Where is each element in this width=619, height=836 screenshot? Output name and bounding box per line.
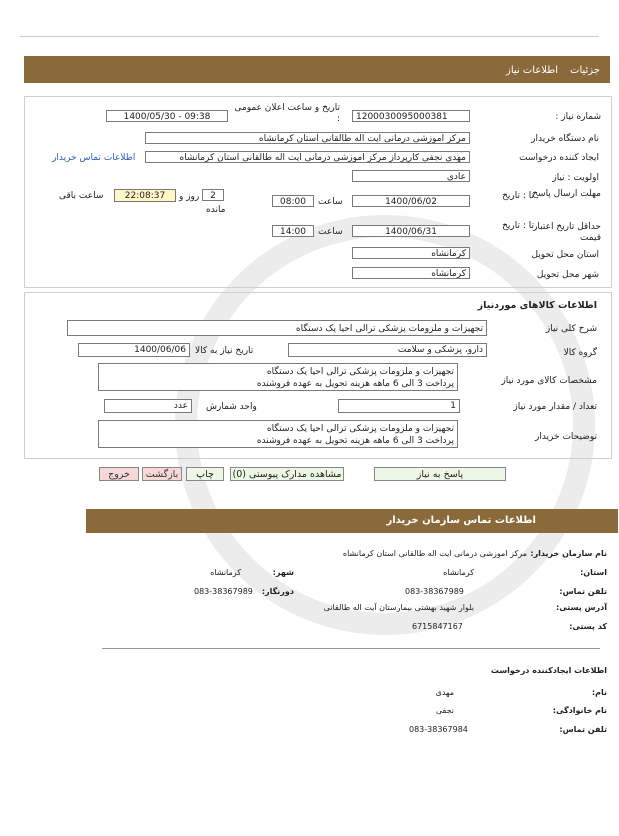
requester-label: ایجاد کننده درخواست <box>519 153 599 163</box>
spec-field <box>98 363 458 391</box>
countdown-label: ساعت باقی <box>59 191 104 201</box>
remaining-label: مانده <box>206 205 226 215</box>
back-button[interactable]: بازگشت <box>142 467 182 481</box>
contact-province-label: استان: <box>580 568 607 577</box>
announce-label: تاریخ و ساعت اعلان عمومی : <box>234 103 340 124</box>
goods-section-title: اطلاعات کالاهای موردنیاز <box>477 300 597 311</box>
summary-field: تجهیزات و ملزومات پزشکی ترالی احیا یک دستگاه <box>67 320 487 336</box>
countdown-timer: 22:08:37 <box>114 189 176 202</box>
summary-label: شرح کلی نیاز <box>545 324 597 334</box>
creator-family-label: نام خانوادگی: <box>552 706 607 715</box>
postal-value: 6715847167 <box>412 622 463 631</box>
days-remaining-field: 2 <box>202 189 224 201</box>
creator-name-label: نام: <box>591 688 607 697</box>
notes-label: توضیحات خریدار <box>534 432 597 442</box>
phone-value: 083-38367989 <box>405 587 464 596</box>
spec-line-2: پرداخت 3 الی 6 ماهه هزینه تحویل به عهده فروشنده <box>256 379 454 389</box>
need-date-field: 1400/06/06 <box>78 343 190 357</box>
phone-label: تلفن تماس: <box>559 587 607 596</box>
requester-field: مهدی نجفی کارپرداز مرکز اموزشی درمانی ایت اله طالقانی استان کرمانشاه <box>145 151 470 163</box>
reply-button[interactable]: پاسخ به نیاز <box>374 467 506 481</box>
validity-time-field: 14:00 <box>272 225 314 237</box>
need-number-field: 1200030095000381 <box>352 110 470 122</box>
spec-line-1: تجهیزات و ملزومات پزشکی ترالی احیا یک دستگاه <box>266 367 454 377</box>
creator-family-value: نجفی <box>435 706 454 715</box>
creator-phone-value: 083-38367984 <box>409 725 468 734</box>
need-date-label: تاریخ نیاز به کالا <box>195 346 254 356</box>
postal-label: کد پستی: <box>569 622 607 631</box>
city-field: کرمانشاه <box>352 267 470 279</box>
deadline-date-field: 1400/06/02 <box>352 195 470 207</box>
group-label: گروه کالا <box>563 348 597 358</box>
header-bar <box>24 56 610 83</box>
notes-field <box>98 420 458 448</box>
need-number-label: شماره نیاز : <box>555 112 601 122</box>
province-label: استان محل تحویل <box>531 250 599 260</box>
fax-value: 083-38367989 <box>194 587 253 596</box>
validity-time-label: ساعت <box>318 227 343 237</box>
print-button[interactable]: چاپ <box>186 467 224 481</box>
buyer-contact-link[interactable]: اطلاعات تماس خریدار <box>52 153 136 163</box>
announce-field: 1400/05/30 - 09:38 <box>106 110 228 122</box>
qty-field: 1 <box>338 399 460 413</box>
creator-phone-label: تلفن تماس: <box>559 725 607 734</box>
deadline-label: مهلت ارسال پاسخ <box>532 189 601 199</box>
contact-city-label: شهر: <box>272 568 294 577</box>
address-label: آدرس پستی: <box>556 603 607 612</box>
buyer-field: مرکز اموزشی درمانی ایت اله طالقانی استان کرمانشاه <box>145 132 470 144</box>
spec-label: مشخصات کالای مورد نیاز <box>501 376 597 386</box>
unit-field: عدد <box>104 399 192 413</box>
attachments-button[interactable]: مشاهده مدارک پیوستی (0) <box>230 467 344 481</box>
city-label: شهر محل تحویل <box>536 270 599 280</box>
deadline-to-label: تا : تاریخ <box>502 191 534 201</box>
province-field: کرمانشاه <box>352 247 470 259</box>
tab-details[interactable]: جزئیات <box>570 65 600 76</box>
contact-province-value: کرمانشاه <box>443 568 474 577</box>
qty-label: تعداد / مقدار مورد نیاز <box>513 402 597 412</box>
priority-label: اولویت : نیاز <box>552 173 599 183</box>
unit-label: واحد شمارش <box>206 402 257 412</box>
org-label: نام سازمان خریدار: <box>530 549 607 558</box>
creator-title: اطلاعات ایجادکننده درخواست <box>490 666 607 675</box>
notes-line-2: پرداخت 3 الی 6 ماهه هزینه تحویل به عهده فروشنده <box>256 436 454 446</box>
org-value: مرکز اموزشی درمانی ایت اله طالقانی استان کرمانشاه <box>342 549 527 558</box>
contact-header-bar <box>86 509 618 533</box>
address-value: بلوار شهید بهشتی بیمارستان آیت اله طالقانی <box>323 603 474 612</box>
fax-label: دورنگار: <box>261 587 294 596</box>
days-label: روز و <box>179 192 200 202</box>
top-divider <box>20 36 599 37</box>
priority-field: عادی <box>352 170 470 182</box>
buyer-label: نام دستگاه خریدار <box>531 134 599 144</box>
group-field: دارو، پزشکی و سلامت <box>288 343 487 357</box>
notes-line-1: تجهیزات و ملزومات پزشکی ترالی احیا یک دستگاه <box>266 424 454 434</box>
exit-button[interactable]: خروج <box>99 467 139 481</box>
validity-date-field: 1400/06/31 <box>352 225 470 237</box>
contact-divider <box>102 648 600 649</box>
deadline-time-field: 08:00 <box>272 195 314 207</box>
contact-city-value: کرمانشاه <box>210 568 241 577</box>
validity-to-label: تا : تاریخ <box>502 221 534 231</box>
tab-need-info[interactable]: اطلاعات نیاز <box>506 65 558 76</box>
deadline-time-label: ساعت <box>318 197 343 207</box>
contact-title: اطلاعات تماس سازمان خریدار <box>386 515 536 526</box>
validity-label: حداقل تاریخ اعتبار قیمت <box>533 222 601 243</box>
creator-name-value: مهدی <box>435 688 454 697</box>
